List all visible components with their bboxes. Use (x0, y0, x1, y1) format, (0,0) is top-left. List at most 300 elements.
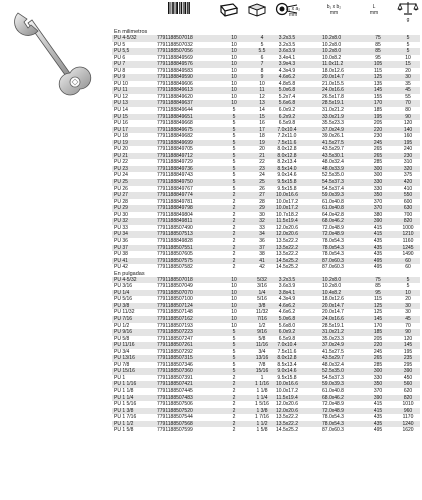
cell-a-dims: 7.5x11.6 (277, 139, 297, 146)
cell-barcode: 7791188507223 (157, 329, 193, 336)
cell-a-dims: 9.5x15.8 (277, 374, 297, 381)
cell-model: PU 7 (114, 61, 126, 68)
cell-b-dims: 87.0x60.3 (322, 257, 344, 264)
cell-barcode: 7791188849668 (157, 120, 193, 127)
cell-pack-qty: 2 (232, 264, 236, 271)
cell-size: 33 (259, 224, 265, 231)
cell-a-dims: 13.5x22.2 (276, 420, 298, 427)
cell-pack-qty: 2 (232, 374, 236, 381)
cell-a-dims: 3.2x3.5 (278, 41, 296, 48)
cell-barcode: 7791188507315 (157, 355, 193, 362)
cell-weight: 30 (405, 302, 411, 309)
cell-b-dims: 10.2x8.0 (322, 283, 342, 290)
cell-size: 5/32 (257, 276, 267, 283)
cell-size: 1 1/16 (255, 381, 269, 388)
cell-barcode: 7791188849682 (157, 133, 193, 140)
cell-weight: 450 (403, 374, 413, 381)
cell-a-dims: 13.5x22.2 (276, 237, 298, 244)
cell-model: PU 36 (114, 237, 128, 244)
cell-barcode: 7791188849736 (157, 165, 193, 172)
cell-b-dims: 43.5x29.7 (322, 355, 344, 362)
col-a-title: a₁ x a₂ (285, 6, 301, 12)
cell-pack-qty: 5 (232, 126, 236, 133)
cell-barcode: 7791188849606 (157, 80, 193, 87)
cell-weight: 1160 (402, 237, 414, 244)
cell-size: 7/16 (257, 315, 267, 322)
cell-a-dims: 3.6x3.9 (278, 48, 296, 55)
cell-size: 42 (259, 264, 265, 271)
cell-model: PU 25 (114, 179, 128, 186)
table-row (112, 427, 420, 434)
cell-model: PU 1 7/16 (114, 414, 137, 421)
cell-weight: 60 (405, 257, 411, 264)
cell-barcode: 7791188507247 (157, 335, 193, 342)
cell-model: PU 1/2 (114, 322, 130, 329)
cell-weight: 20 (405, 296, 411, 303)
package-icon (219, 0, 239, 28)
cell-length: 85 (375, 48, 381, 55)
cell-barcode: 7791188507575 (157, 257, 193, 264)
cell-size: 8 (260, 67, 264, 74)
cell-size: 28 (259, 198, 265, 205)
cell-model: PU 18 (114, 133, 128, 140)
cell-b-dims: 52.5x35.0 (322, 172, 344, 179)
cell-pack-qty: 5 (232, 165, 236, 172)
cell-a-dims: 11.5x19.4 (276, 218, 298, 225)
cell-model: PU 6 (114, 54, 126, 61)
cell-weight: 1245 (402, 244, 414, 251)
cell-a-dims: 3.2x3.5 (278, 276, 296, 283)
cell-pack-qty: 5 (232, 329, 236, 336)
cell-model: PU 13/16 (114, 355, 135, 362)
cell-model: PU 5/16 (114, 296, 133, 303)
cell-pack-qty: 10 (231, 35, 237, 41)
cell-length: 95 (375, 289, 381, 296)
cell-weight: 90 (405, 113, 411, 120)
cell-model: PU 5 (114, 41, 126, 48)
cell-barcode: 7791188507605 (157, 251, 193, 258)
cell-length: 435 (373, 244, 383, 251)
cell-pack-qty: 2 (232, 401, 236, 408)
cell-model: PU 33 (114, 224, 128, 231)
col-l-unit: mm (369, 10, 379, 16)
cell-pack-qty: 10 (231, 283, 237, 290)
cell-pack-qty: 5 (232, 179, 236, 186)
cell-a-dims: 7.5x11.6 (277, 348, 297, 355)
cell-barcode: 7791188849620 (157, 93, 193, 100)
cell-barcode: 7791188507032 (157, 41, 193, 48)
cell-b-dims: 59.0x39.3 (322, 381, 344, 388)
cell-pack-qty: 5 (232, 107, 236, 114)
cell-length: 370 (373, 198, 383, 205)
cell-b-dims: 37.0x24.9 (322, 342, 344, 349)
cell-model: PU 1 5/8 (114, 427, 134, 434)
cell-weight: 5 (406, 276, 410, 283)
cell-weight: 45 (405, 87, 411, 94)
cell-pack-qty: 10 (231, 93, 237, 100)
cell-b-dims: 28.5x19.1 (322, 100, 344, 107)
cell-b-dims: 78.0x54.3 (322, 420, 344, 427)
cell-size: 1/4 (258, 289, 266, 296)
cell-length: 285 (373, 159, 383, 166)
cell-b-dims: 78.0x54.3 (322, 237, 344, 244)
cell-length: 75 (375, 276, 381, 283)
cell-length: 245 (373, 348, 383, 355)
cell-size: 4 (260, 35, 264, 41)
cell-pack-qty: 2 (232, 251, 236, 258)
cell-pack-qty: 2 (232, 198, 236, 205)
cell-length: 435 (373, 251, 383, 258)
cell-model: PU 1 1/16 (114, 381, 137, 388)
cell-pack-qty: 10 (231, 100, 237, 107)
cell-a-dims: 9.0x14.6 (277, 368, 297, 375)
cell-b-dims: 24.0x16.6 (322, 87, 344, 94)
cell-pack-qty: 10 (231, 48, 237, 55)
cell-size: 5/16 (257, 296, 267, 303)
cell-pack-qty: 2 (232, 231, 236, 238)
cell-length: 105 (373, 61, 383, 68)
cell-size: 1 5/16 (255, 401, 269, 408)
cell-b-dims: 10.2x8.0 (322, 35, 342, 41)
cell-model: PU 19 (114, 139, 128, 146)
cell-pack-qty: 5 (232, 120, 236, 127)
cell-barcode: 7791188849590 (157, 74, 193, 81)
cell-barcode: 7791188507018 (157, 35, 193, 41)
cell-weight: 240 (403, 146, 413, 153)
cell-a-dims: 10.0x16.6 (276, 192, 298, 199)
cell-b-dims: 26.5x17.8 (322, 93, 344, 100)
cell-pack-qty: 10 (231, 61, 237, 68)
cell-length: 435 (373, 414, 383, 421)
cell-a-dims: 3.2x3.5 (278, 35, 296, 41)
cell-pack-qty: 2 (232, 407, 236, 414)
cell-size: 9 (260, 74, 264, 81)
cell-size: 19 (259, 139, 265, 146)
cell-model: PU 10 (114, 80, 128, 87)
cell-b-dims: 68.0x46.2 (322, 394, 344, 401)
cell-barcode: 7791188507100 (157, 296, 193, 303)
cell-weight: 5 (406, 283, 410, 290)
cell-a-dims: 4.8x5.8 (278, 80, 296, 87)
cell-pack-qty: 10 (231, 276, 237, 283)
cell-size: 32 (259, 218, 265, 225)
cell-b-dims: 61.0x40.8 (322, 205, 344, 212)
cell-size: 7/8 (258, 361, 266, 368)
cell-pack-qty: 5 (232, 348, 236, 355)
cell-pack-qty: 2 (232, 192, 236, 199)
cell-length: 115 (374, 296, 382, 303)
cell-length: 415 (373, 224, 383, 231)
cell-pack-qty: 2 (232, 394, 236, 401)
cell-weight: 1000 (402, 224, 414, 231)
cell-barcode: 7791188849583 (157, 67, 193, 74)
cell-pack-qty: 2 (232, 211, 236, 218)
cell-weight: 5 (406, 41, 410, 48)
cell-weight: 1240 (402, 420, 414, 427)
cell-barcode: 7791188507070 (157, 289, 193, 296)
cell-a-dims: 12.0x20.6 (276, 401, 298, 408)
col-l-title: L (372, 4, 376, 10)
cell-b-dims: 20.0x14.7 (322, 309, 344, 316)
cell-size: 30 (259, 211, 265, 218)
cell-pack-qty: 2 (232, 237, 236, 244)
cell-weight: 90 (405, 329, 411, 336)
cell-model: PU 20 (114, 146, 128, 153)
table-row (112, 264, 420, 271)
cell-pack-qty: 10 (231, 80, 237, 87)
cell-weight: 420 (403, 179, 413, 186)
cell-size: 11/16 (255, 342, 269, 349)
cell-barcode: 7791188507551 (157, 244, 193, 251)
cell-pack-qty: 5 (232, 355, 236, 362)
cell-size: 26 (259, 185, 265, 192)
cell-model: PU 24 (114, 172, 128, 179)
cell-barcode: 7791188849828 (157, 237, 193, 244)
cell-length: 145 (373, 315, 383, 322)
cell-barcode: 7791188849699 (157, 139, 193, 146)
cell-length: 350 (373, 381, 383, 388)
col-g-title: g (406, 17, 410, 23)
cell-pack-qty: 2 (232, 205, 236, 212)
cell-weight: 390 (403, 368, 413, 375)
cell-barcode: 7791188507056 (157, 48, 193, 55)
cell-a-dims: 4.6x6.2 (278, 309, 296, 316)
cell-a-dims: 14.5x25.2 (276, 257, 298, 264)
cell-size: 41 (259, 257, 265, 264)
cell-length: 185 (373, 107, 383, 114)
cell-model: PU 29 (114, 205, 128, 212)
cell-barcode: 7791188507421 (157, 381, 193, 388)
cell-a-dims: 8.5x13.4 (277, 361, 297, 368)
cell-weight: 550 (403, 192, 413, 199)
cell-length: 155 (373, 93, 383, 100)
cell-barcode: 7791188849743 (157, 172, 193, 179)
cell-model: PU 37 (114, 244, 128, 251)
cell-barcode: 7791188507582 (157, 264, 193, 271)
cell-a-dims: 6.5x9.8 (278, 120, 296, 127)
cell-barcode: 7791188507148 (157, 309, 193, 316)
cell-a-dims: 7.0x10.4 (277, 342, 297, 349)
cell-a-dims: 13.5x22.2 (276, 244, 298, 251)
cell-length: 495 (373, 427, 383, 434)
cell-a-dims: 10.0x17.2 (276, 387, 298, 394)
cell-pack-qty: 10 (231, 74, 237, 81)
cell-length: 85 (375, 41, 381, 48)
cell-b-dims: 10.2x8.0 (322, 41, 342, 48)
cell-size: 3/4 (258, 348, 266, 355)
cell-size: 25 (259, 179, 265, 186)
cell-pack-qty: 5 (232, 185, 236, 192)
cell-b-dims: 31.0x21.2 (322, 107, 344, 114)
cell-size: 10 (259, 80, 265, 87)
cell-model: PU 3/8 (114, 302, 130, 309)
cell-size: 38 (259, 251, 265, 258)
cell-model: PU 1 (114, 374, 126, 381)
cell-weight: 70 (405, 322, 411, 329)
cell-barcode: 7791188507483 (157, 394, 193, 401)
cell-weight: 320 (403, 165, 413, 172)
cell-barcode: 7791188507568 (157, 420, 193, 427)
cell-size: 5.5 (258, 48, 266, 55)
cell-length: 330 (373, 179, 383, 186)
cell-b-dims: 72.0x48.9 (322, 231, 344, 238)
cell-pack-qty: 5 (232, 335, 236, 342)
cell-b-dims: 11.0x11.2 (322, 61, 344, 68)
cell-size: 27 (259, 192, 265, 199)
cell-b-dims: 18.0x12.6 (322, 67, 344, 74)
cell-model: PU 3/4 (114, 348, 130, 355)
cell-pack-qty: 10 (231, 296, 237, 303)
combination-wrench-image (2, 3, 92, 99)
cell-length: 265 (373, 152, 383, 159)
cell-length: 350 (373, 192, 383, 199)
cell-pack-qty: 2 (232, 420, 236, 427)
cell-length: 300 (373, 172, 383, 179)
cell-barcode: 7791188507360 (157, 368, 193, 375)
cell-weight: 15 (405, 61, 411, 68)
cell-weight: 60 (405, 264, 411, 271)
section-title: En milimetros (114, 29, 148, 35)
cell-a-dims: 7.2x11.0 (277, 133, 297, 140)
cell-b-dims: 37.0x24.9 (322, 126, 344, 133)
section-title: En pulgadas (114, 270, 145, 277)
cell-a-dims: 4.6x6.2 (278, 302, 296, 309)
cell-pack-qty: 5 (232, 368, 236, 375)
cell-length: 95 (375, 54, 381, 61)
cell-b-dims: 87.0x60.3 (322, 264, 344, 271)
cell-b-dims: 20.0x14.7 (322, 302, 344, 309)
cell-b-dims: 72.0x48.9 (322, 224, 344, 231)
cell-length: 125 (373, 309, 383, 316)
cell-weight: 700 (403, 211, 413, 218)
cell-size: 3/16 (257, 283, 267, 290)
cell-length: 115 (374, 67, 382, 74)
cell-b-dims: 59.0x39.3 (322, 192, 344, 199)
cell-a-dims: 8.5x14.0 (277, 165, 297, 172)
cell-a-dims: 4.3x4.9 (278, 296, 296, 303)
cell-size: 1/2 (258, 322, 266, 329)
cell-size: 15/16 (255, 368, 269, 375)
cell-b-dims: 72.0x48.9 (322, 407, 344, 414)
cell-b-dims: 54.5x37.4 (322, 185, 344, 192)
cell-barcode: 7791188507346 (157, 361, 193, 368)
cell-length: 415 (373, 401, 383, 408)
cell-size: 36 (259, 237, 265, 244)
cell-pack-qty: 10 (231, 302, 237, 309)
cell-model: PU 42 (114, 264, 128, 271)
cell-model: PU 11/16 (114, 342, 135, 349)
cell-size: 1 7/16 (255, 414, 269, 421)
cell-length: 245 (373, 139, 383, 146)
cell-model: PU 38 (114, 251, 128, 258)
cell-barcode: 7791188507506 (157, 401, 193, 408)
cell-b-dims: 35.0x23.3 (322, 335, 344, 342)
cell-a-dims: 3.6x3.9 (278, 283, 296, 290)
cell-weight: 375 (403, 172, 413, 179)
cell-pack-qty: 5 (232, 139, 236, 146)
cell-b-dims: 20.0x14.7 (322, 74, 344, 81)
barcode-icon (168, 0, 190, 28)
cell-length: 300 (373, 165, 383, 172)
cell-size: 16 (259, 120, 265, 127)
cell-model: PU 1 1/4 (114, 394, 134, 401)
cell-b-dims: 72.0x48.9 (322, 401, 344, 408)
cell-model: PU 8 (114, 67, 126, 74)
cell-b-dims: 18.0x12.6 (322, 296, 344, 303)
cell-pack-qty: 10 (231, 54, 237, 61)
cell-size: 13 (259, 100, 265, 107)
col-b-unit: mm (329, 10, 339, 16)
cell-pack-qty: 10 (231, 289, 237, 296)
cell-barcode: 7791188849811 (157, 218, 193, 225)
cell-a-dims: 10.0x17.2 (276, 205, 298, 212)
cell-length: 230 (373, 133, 383, 140)
cell-length: 170 (373, 322, 383, 329)
cell-model: PU 1 5/16 (114, 401, 137, 408)
cell-barcode: 7791188849750 (157, 179, 193, 186)
cell-weight: 30 (405, 74, 411, 81)
cell-a-dims: 9.0x14.6 (277, 172, 297, 179)
cell-barcode: 7791188507162 (157, 315, 193, 322)
cell-pack-qty: 10 (231, 41, 237, 48)
cell-a-dims: 14.5x25.2 (276, 264, 298, 271)
cell-pack-qty: 5 (232, 159, 236, 166)
cell-length: 205 (373, 120, 383, 127)
cell-b-dims: 31.0x21.2 (322, 329, 344, 336)
cell-model: PU 11 (114, 87, 128, 94)
cell-pack-qty: 5 (232, 172, 236, 179)
cell-weight: 235 (403, 355, 413, 362)
cell-length: 390 (373, 394, 383, 401)
cell-b-dims: 10.4x8.2 (322, 289, 342, 296)
cell-a-dims: 5.6x8.0 (278, 322, 296, 329)
cell-size: 1 (260, 374, 264, 381)
col-a-unit: mm (288, 12, 298, 18)
col-b-title: b₁ x b₂ (326, 4, 342, 10)
cell-b-dims: 41.5x27.5 (322, 348, 344, 355)
cell-weight: 310 (403, 159, 413, 166)
cell-weight: 5 (406, 35, 410, 41)
cell-length: 380 (373, 211, 383, 218)
cell-barcode: 7791188507599 (157, 427, 193, 434)
cell-pack-qty: 2 (232, 427, 236, 434)
cell-pack-qty: 5 (232, 152, 236, 159)
cell-weight: 230 (403, 152, 413, 159)
cell-size: 1 5/8 (256, 427, 268, 434)
cell-size: 24 (259, 172, 265, 179)
cell-a-dims: 12.0x20.6 (276, 224, 298, 231)
cell-barcode: 7791188507193 (157, 322, 193, 329)
cell-b-dims: 61.0x40.8 (322, 387, 344, 394)
cell-length: 220 (373, 342, 383, 349)
cell-weight: 295 (403, 361, 413, 368)
cell-model: PU 1 3/8 (114, 407, 134, 414)
cell-model: PU 1 1/8 (114, 387, 134, 394)
cell-size: 1 3/8 (256, 407, 268, 414)
cell-weight: 10 (405, 54, 411, 61)
cell-length: 125 (373, 302, 383, 309)
cell-weight: 120 (403, 120, 413, 127)
cell-pack-qty: 10 (231, 67, 237, 74)
cell-model: PU 1/4 (114, 289, 130, 296)
cell-pack-qty: 2 (232, 224, 236, 231)
cell-pack-qty: 5 (232, 133, 236, 140)
cell-a-dims: 3.9x4.3 (278, 61, 296, 68)
cell-b-dims: 54.5x37.3 (322, 374, 344, 381)
cell-length: 415 (373, 231, 383, 238)
cell-barcode: 7791188849729 (157, 159, 193, 166)
cell-length: 330 (373, 185, 383, 192)
